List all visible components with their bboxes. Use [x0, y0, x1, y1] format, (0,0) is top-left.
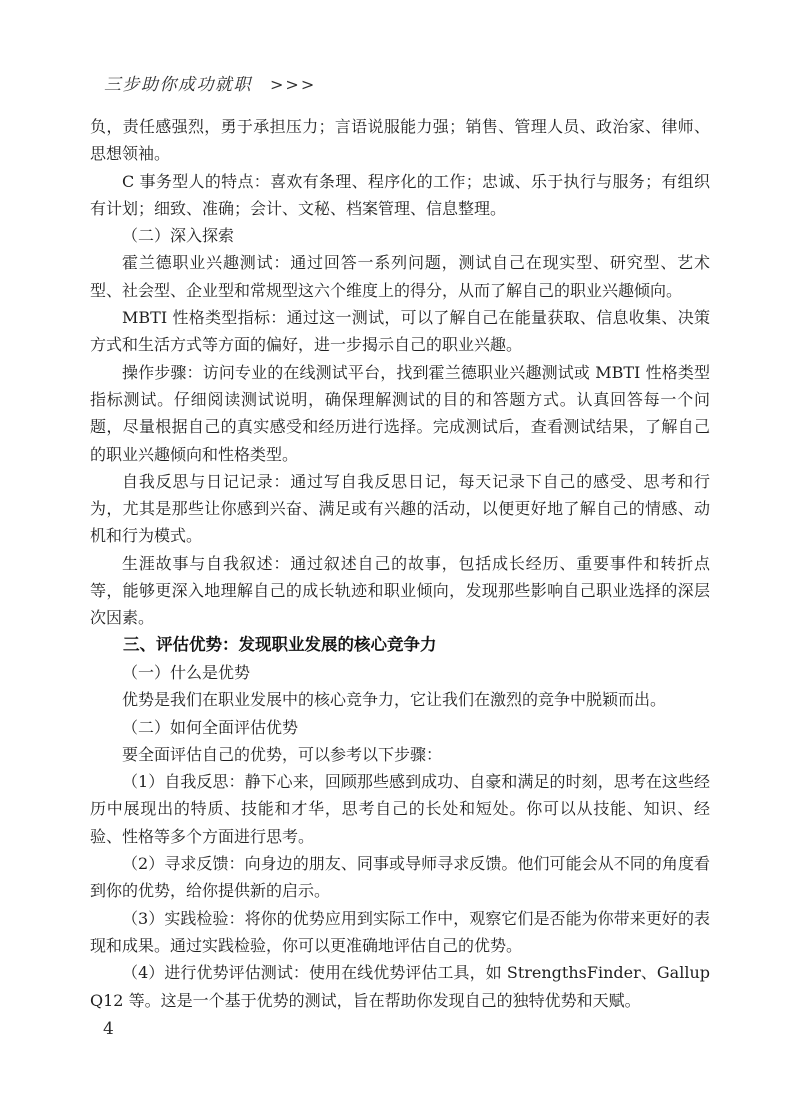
subsection-title: （一）什么是优势 — [122, 662, 251, 682]
running-header — [104, 70, 316, 95]
numbered-item: （3）实践检验：将你的优势应用到实际工作中，观察它们是否能为你带来更好的表现和成果。通过实践检验，你可以更准确地评估自己的优势。 — [90, 908, 710, 955]
subsection-title: （二）如何全面评估优势 — [122, 717, 299, 737]
numbered-item: （1）自我反思：静下心来，回顾那些感到成功、自豪和满足的时刻，思考在这些经历中展现出的特质、技能和才华，思考自己的长处和短处。你可以从技能、知识、经验、性格等多个方面进行思考。 — [90, 772, 710, 846]
page-number: 4 — [103, 1019, 114, 1039]
subsection-title: （二）深入探索 — [122, 226, 235, 246]
paragraph: 负，责任感强烈，勇于承担压力；言语说服能力强；销售、管理人员、政治家、律师、思想领袖。 — [90, 117, 710, 164]
paragraph: 生涯故事与自我叙述：通过叙述自己的故事，包括成长经历、重要事件和转折点等，能够更深入地理解自己的成长轨迹和职业倾向，发现那些影响自己职业选择的深层次因素。 — [90, 553, 710, 628]
paragraph: 操作步骤：访问专业的在线测试平台，找到霍兰德职业兴趣测试或 MBTI 性格类型指标测试。仔细阅读测试说明，确保理解测试的目的和答题方式。认真回答每一个问题，尽量根据自己的真实感受和经历进行选择。完成测试后，查看测试结果，了解自己的职业兴趣倾向和性格类型。 — [90, 362, 710, 464]
paragraph: 霍兰德职业兴趣测试：通过回答一系列问题，测试自己在现实型、研究型、艺术型、社会型、企业型和常规型这六个维度上的得分，从而了解自己的职业兴趣倾向。 — [90, 253, 710, 300]
paragraph: 要全面评估自己的优势，可以参考以下步骤： — [122, 744, 443, 764]
paragraph: MBTI 性格类型指标：通过这一测试，可以了解自己在能量获取、信息收集、决策方式和生活方式等方面的偏好，进一步揭示自己的职业兴趣。 — [90, 308, 710, 355]
paragraph: C 事务型人的特点：喜欢有条理、程序化的工作；忠诚、乐于执行与服务；有组织有计划；细致、准确；会计、文秘、档案管理、信息整理。 — [90, 171, 710, 218]
header-arrows-glyph: >>> — [270, 75, 317, 94]
numbered-item: （2）寻求反馈：向身边的朋友、同事或导师寻求反馈。他们可能会从不同的角度看到你的优势，给你提供新的启示。 — [90, 854, 710, 901]
section-heading: 三、评估优势：发现职业发展的核心竞争力 — [123, 635, 437, 654]
page-body-text — [90, 113, 710, 1014]
paragraph: 自我反思与日记记录：通过写自我反思日记，每天记录下自己的感受、思考和行为，尤其是那些让你感到兴奋、满足或有兴趣的活动，以便更好地了解自己的情感、动机和行为模式。 — [90, 471, 710, 546]
numbered-item: （4）进行优势评估测试：使用在线优势评估工具，如 StrengthsFinder、Gallup Q12 等。这是一个基于优势的测试，旨在帮助你发现自己的独特优势和天赋。 — [90, 963, 710, 1010]
running-header-title: 三步助你成功就职 — [104, 75, 252, 95]
paragraph: 优势是我们在职业发展中的核心竞争力，它让我们在激烈的竞争中脱颖而出。 — [122, 690, 667, 710]
